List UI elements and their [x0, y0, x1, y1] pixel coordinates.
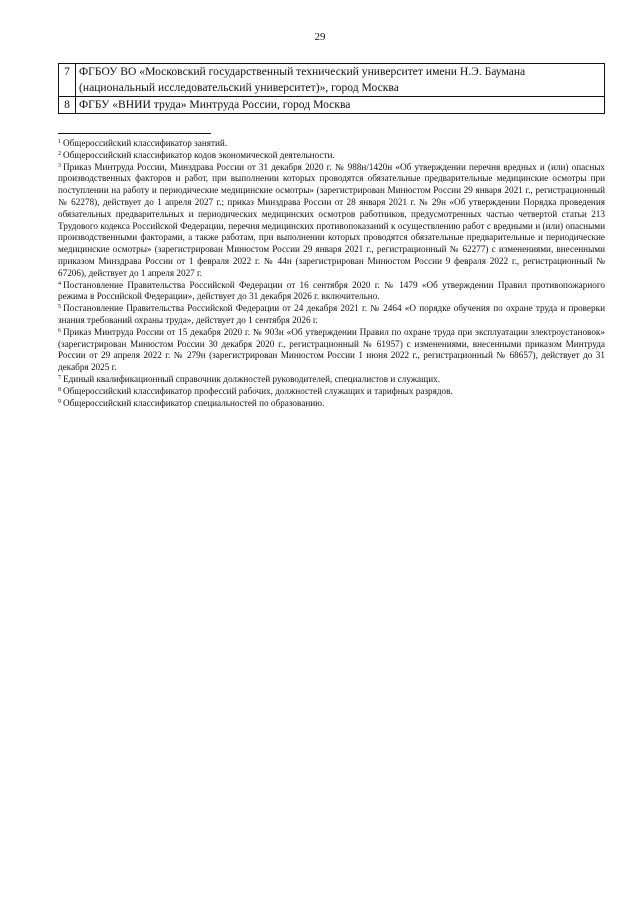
footnote — [58, 386, 605, 398]
footnote-text: Общероссийский классификатор занятий. — [63, 138, 228, 148]
footnote — [58, 398, 605, 410]
footnote-mark: 9 — [58, 398, 61, 405]
footnote — [58, 150, 605, 162]
footnote-text: Постановление Правительства Российской Федерации от 24 декабря 2021 г. № 2464 «О порядке обучения по охране труда и проверки знания требований охраны труда», действует до 1 сентября 2026 г. — [58, 303, 605, 325]
footnote — [58, 162, 605, 280]
footnote-text: Общероссийский классификатор специальностей по образованию. — [63, 397, 325, 408]
footnote-text: Общероссийский классификатор кодов экономической деятельности. — [63, 149, 335, 160]
footnote-mark: 1 — [58, 139, 61, 145]
footnote-mark: 3 — [58, 162, 61, 169]
organizations-table — [58, 63, 605, 114]
footnote-mark: 8 — [58, 386, 61, 393]
footnote-text: Единый квалификационный справочник должностей руководителей, специалистов и служащих. — [63, 373, 441, 384]
row-number: 8 — [59, 97, 76, 114]
footnote-mark: 2 — [58, 150, 61, 157]
footnotes — [58, 138, 605, 409]
footnote-separator — [58, 133, 211, 134]
footnote-text: Приказ Минтруда России от 15 декабря 2020 г. № 903н «Об утверждении Правил по охране труда при эксплуатации электроустановок» (зарегистрирован Минюстом России 30 декабря 2020 г., регистрационный № 61957) с изменениями, внесенными приказом Минтруда России от 29 апреля 2022 г. № 279н (зарегистрирован Минюстом России 1 июня 2022 г., регистрационный № 68657), действует до 31 декабря 2025 г. — [58, 326, 605, 373]
footnote — [58, 303, 605, 327]
footnote — [58, 374, 605, 386]
footnote — [58, 280, 605, 304]
footnote-text: Общероссийский классификатор профессий рабочих, должностей служащих и тарифных разрядов. — [63, 385, 453, 396]
page-number: 29 — [314, 31, 326, 43]
table-row — [59, 64, 605, 97]
organization-name: ФГБУ «ВНИИ труда» Минтруда России, город Москва — [76, 97, 605, 114]
row-number: 7 — [59, 64, 76, 97]
table-row — [59, 97, 605, 114]
footnote-mark: 7 — [58, 374, 61, 381]
footnote-mark: 5 — [58, 304, 61, 311]
footnote-mark: 6 — [58, 327, 61, 334]
footnote-text: Приказ Минтруда России, Минздрава России от 31 декабря 2020 г. № 988н/1420н «Об утверждении перечня вредных и (или) опасных производственных факторов и работ, при выполнении которых проводятся обязательные предварительные медицинские осмотры при поступлении на работу и периодические медицинские осмотры» (зарегистрирован Минюстом России 29 января 2021 г., регистрационный № 62278), действует до 1 апреля 2027 г.; приказ Минздрава России от 28 января 2021 г. № 29н «Об утверждении Порядка проведения обязательных предварительных и периодических медицинских осмотров работников, предусмотренных частью четвертой статьи 213 Трудового кодекса Российской Федерации, перечня медицинских противопоказаний к осуществлению работ с вредными и (или) опасными производственными факторами, а также работам, при выполнении которых проводятся обязательные предварительные и периодические медицинские осмотры» (зарегистрирован Минюстом России 29 января 2021 г., регистрационный № 62277) с изменениями, внесенными приказом Минздрава России от 1 февраля 2022 г. № 44н (зарегистрирован Минюстом России 9 февраля 2022 г., регистрационный № 67206), действует до 1 апреля 2027 г. — [58, 161, 605, 278]
organization-name: ФГБОУ ВО «Московский государственный технический университет имени Н.Э. Баумана (национальный исследовательский университет)», город Москва — [76, 64, 605, 97]
footnote-text: Постановление Правительства Российской Федерации от 16 сентября 2020 г. № 1479 «Об утверждении Правил противопожарного режима в Российской Федерации», действует до 31 декабря 2026 г. включительно. — [58, 279, 605, 302]
footnote — [58, 138, 605, 150]
footnote — [58, 327, 605, 374]
footnote-mark: 4 — [58, 280, 61, 287]
